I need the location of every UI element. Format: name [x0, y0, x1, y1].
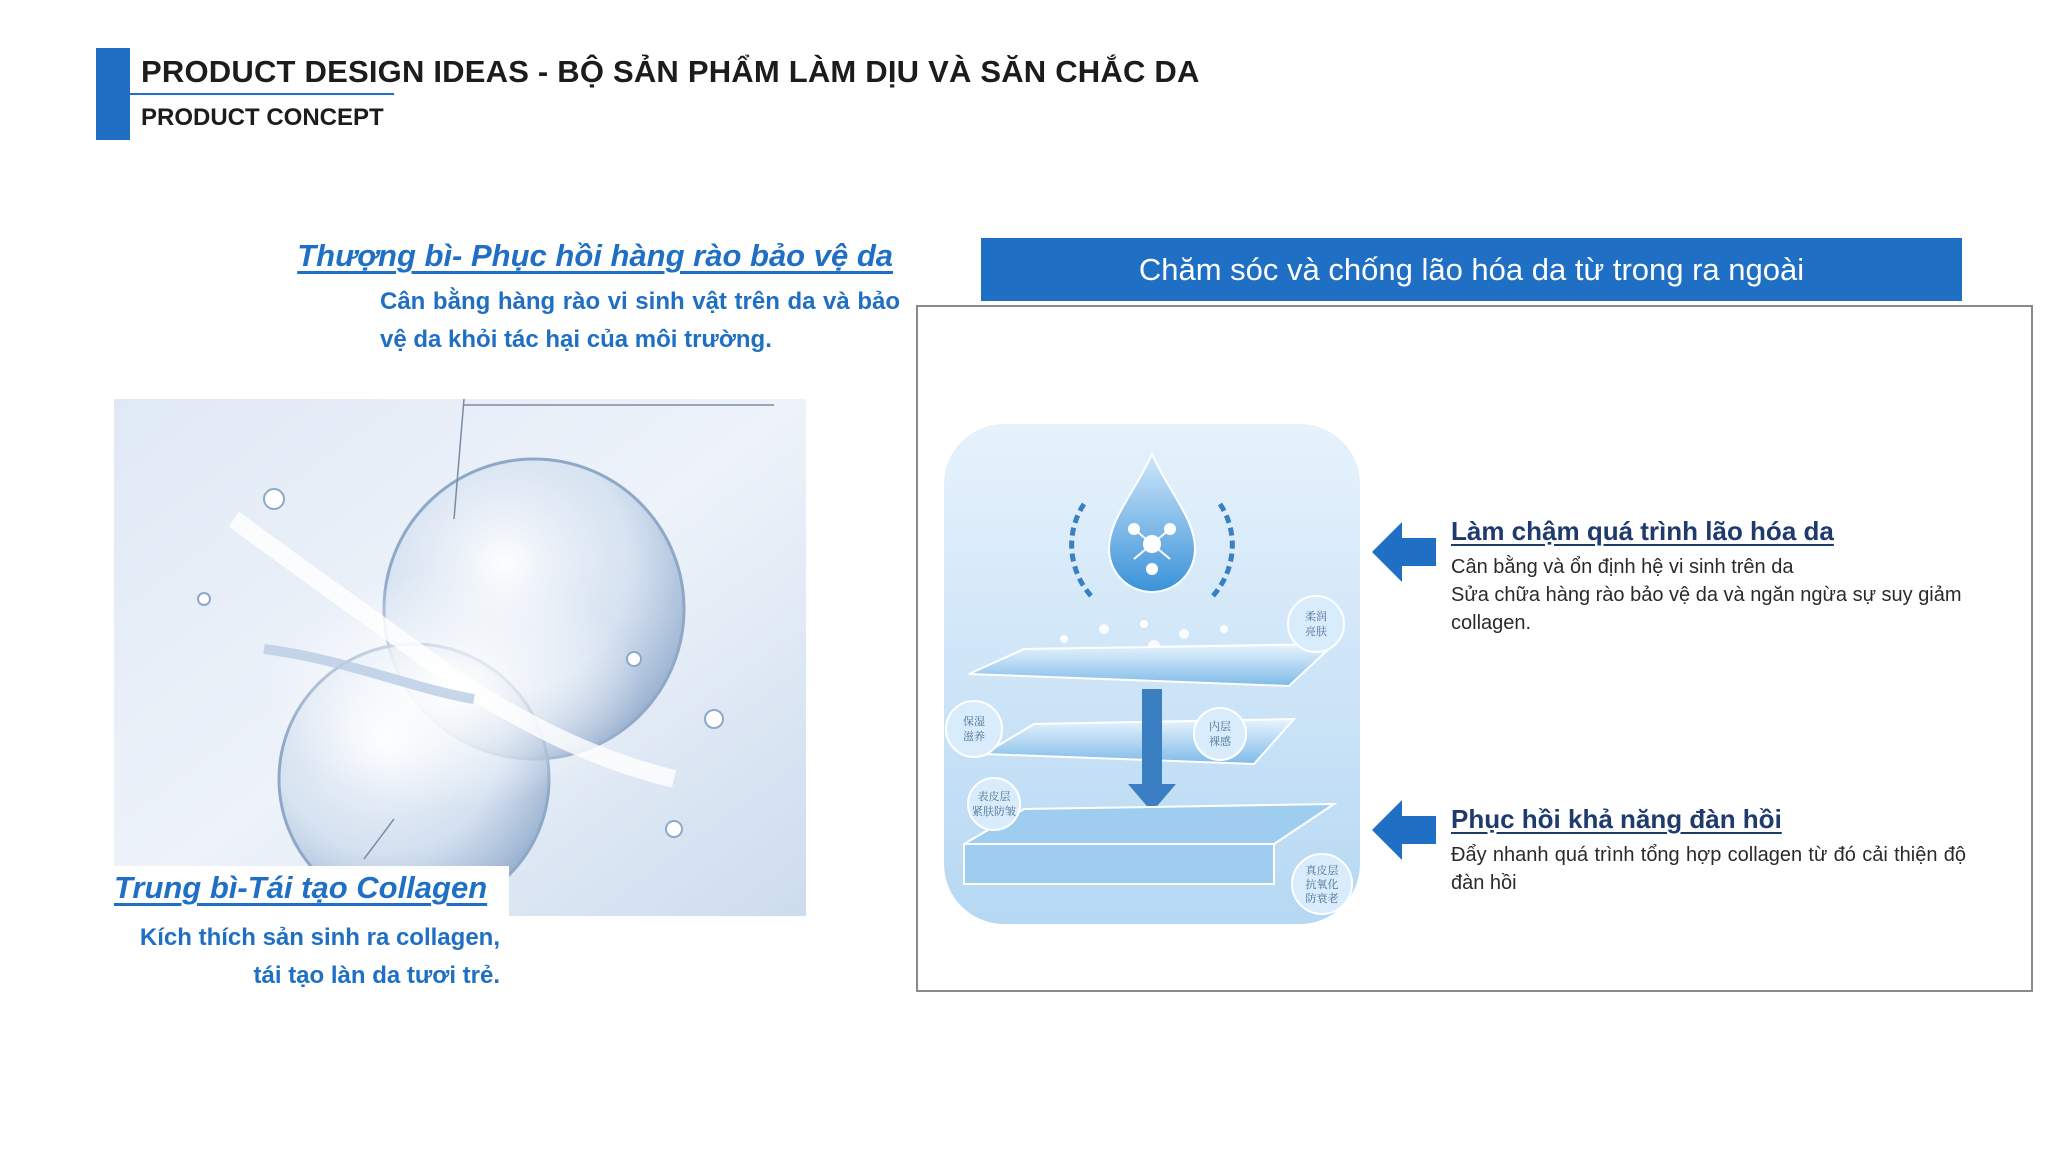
- section-banner: Chăm sóc và chống lão hóa da từ trong ra ngoài: [981, 238, 1962, 301]
- arrow-left-icon: [1372, 800, 1436, 860]
- title-underline: [130, 93, 394, 95]
- feature-desc-line: Đẩy nhanh quá trình tổng hợp collagen từ đó cải thiện độ đàn hồi: [1451, 844, 1966, 894]
- page-subtitle: PRODUCT CONCEPT: [141, 104, 384, 131]
- epidermis-heading: Thượng bì- Phục hồi hàng rào bảo vệ da: [297, 238, 893, 273]
- page-title: PRODUCT DESIGN IDEAS - BỘ SẢN PHẨM LÀM DỊU VÀ SĂN CHẮC DA: [141, 54, 1200, 89]
- dermis-desc-line-2: tái tạo làn da tươi trẻ.: [253, 962, 500, 989]
- feature-desc-slow-aging: [1451, 553, 1966, 637]
- epidermis-description: Cân bằng hàng rào vi sinh vật trên da và bảo vệ da khỏi tác hại của môi trường.: [380, 288, 900, 353]
- diagram-label-5c: 防衰老: [1305, 892, 1339, 905]
- diagram-label-4b: 紧肤防皱: [972, 805, 1016, 818]
- skin-layers-diagram: [944, 424, 1360, 924]
- diagram-label-3a: 内层: [1209, 720, 1231, 733]
- diagram-label-1a: 柔润: [1305, 610, 1327, 623]
- diagram-label-2b: 滋养: [963, 730, 985, 743]
- diagram-label-4a: 表皮层: [977, 790, 1011, 803]
- feature-desc-line: Cân bằng và ổn định hệ vi sinh trên da: [1451, 556, 1794, 578]
- diagram-label-5a: 真皮层: [1305, 864, 1339, 877]
- feature-title-elasticity: Phục hồi khả năng đàn hồi: [1451, 804, 1782, 834]
- water-splash-image: [114, 399, 806, 916]
- dermis-heading: Trung bì-Tái tạo Collagen: [114, 870, 488, 905]
- header-accent-bar: [96, 48, 130, 140]
- diagram-label-1b: 亮肤: [1305, 625, 1327, 638]
- diagram-label-5b: 抗氧化: [1305, 878, 1339, 891]
- dermis-description: [100, 919, 500, 995]
- feature-title-slow-aging: Làm chậm quá trình lão hóa da: [1451, 516, 1834, 546]
- diagram-label-3b: 裸感: [1209, 735, 1231, 748]
- arrow-left-icon: [1372, 522, 1436, 582]
- feature-desc-elasticity: [1451, 841, 1966, 897]
- dermis-desc-line-1: Kích thích sản sinh ra collagen,: [139, 924, 500, 951]
- diagram-label-2a: 保湿: [963, 715, 985, 728]
- feature-desc-line: Sửa chữa hàng rào bảo vệ da và ngăn ngừa sự suy giảm collagen.: [1451, 584, 1962, 634]
